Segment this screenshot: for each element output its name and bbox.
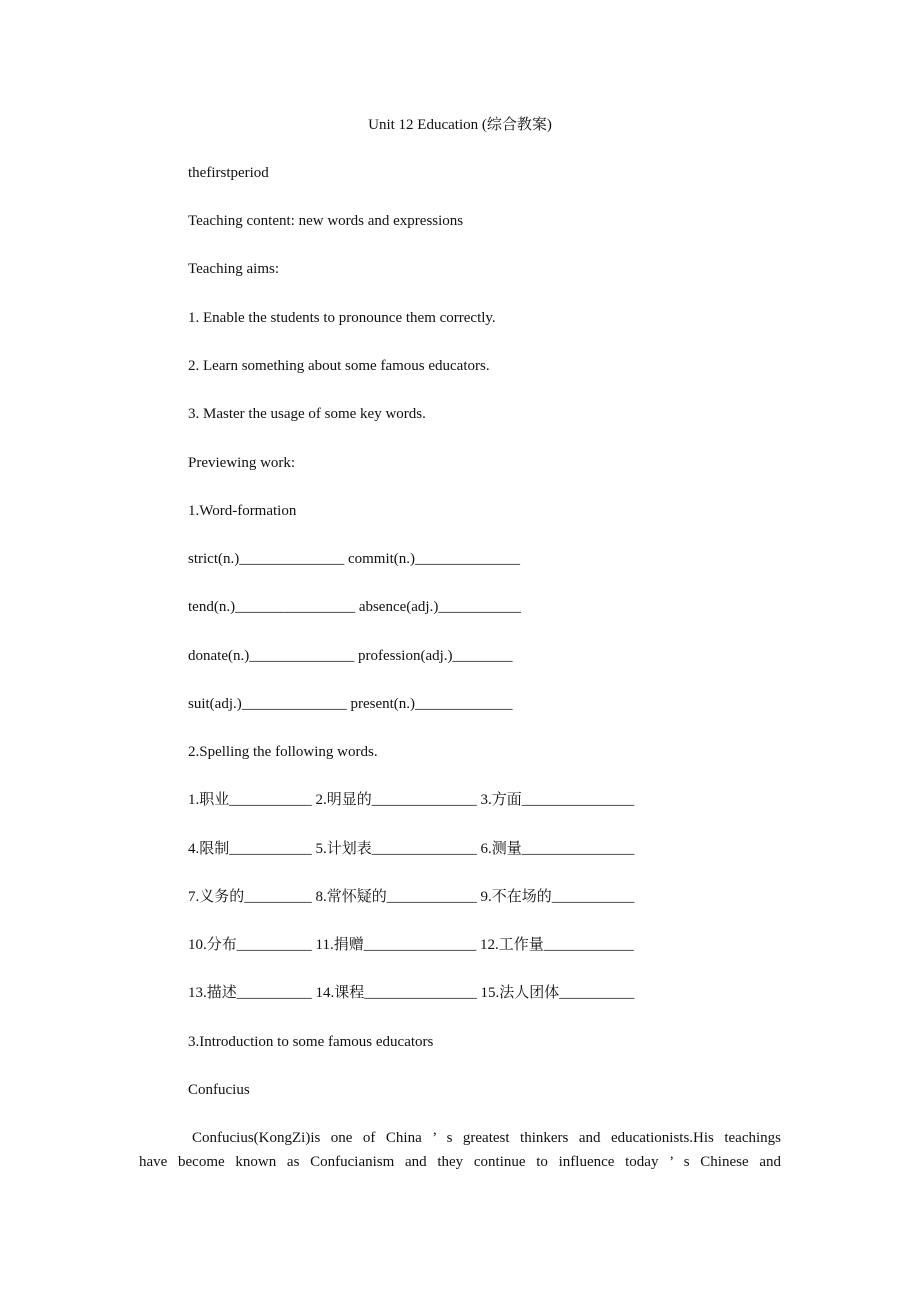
spelling-row: 13.描述__________ 14.课程_______________ 15.法人团体__________ <box>188 985 635 1001</box>
period-label: thefirstperiod <box>188 165 269 181</box>
teaching-aims-label: Teaching aims: <box>188 261 280 277</box>
aim-item: 3. Master the usage of some key words. <box>188 406 426 422</box>
spelling-row: 7.义务的_________ 8.常怀疑的____________ 9.不在场的___________ <box>188 889 635 905</box>
aim-item: 2. Learn something about some famous educators. <box>188 358 490 374</box>
previewing-label: Previewing work: <box>188 455 296 471</box>
teaching-content: Teaching content: new words and expressions <box>188 213 464 229</box>
confucius-paragraph <box>139 1126 781 1174</box>
word-formation-row: suit(adj.)______________ present(n.)_____________ <box>188 696 513 712</box>
spelling-row: 1.职业___________ 2.明显的______________ 3.方面_______________ <box>188 792 635 808</box>
word-formation-row: donate(n.)______________ profession(adj.)________ <box>188 648 513 664</box>
spelling-row: 4.限制___________ 5.计划表______________ 6.测量_______________ <box>188 841 635 857</box>
word-formation-row: strict(n.)______________ commit(n.)______________ <box>188 551 521 567</box>
section-spelling-title: 2.Spelling the following words. <box>188 744 378 760</box>
confucius-heading: Confucius <box>188 1082 250 1098</box>
aim-item: 1. Enable the students to pronounce them correctly. <box>188 310 496 326</box>
paragraph-line: have become known as Confucianism and they continue to influence today ’ s Chinese and <box>139 1154 781 1170</box>
section-educators-title: 3.Introduction to some famous educators <box>188 1034 434 1050</box>
word-formation-row: tend(n.)________________ absence(adj.)___________ <box>188 599 521 615</box>
document-title: Unit 12 Education (综合教案) <box>368 117 552 133</box>
spelling-row: 10.分布__________ 11.捐赠_______________ 12.工作量____________ <box>188 937 634 953</box>
paragraph-line: Confucius(KongZi)is one of China ’ s greatest thinkers and educationists.His teachings <box>192 1130 781 1146</box>
section-word-formation-title: 1.Word-formation <box>188 503 297 519</box>
